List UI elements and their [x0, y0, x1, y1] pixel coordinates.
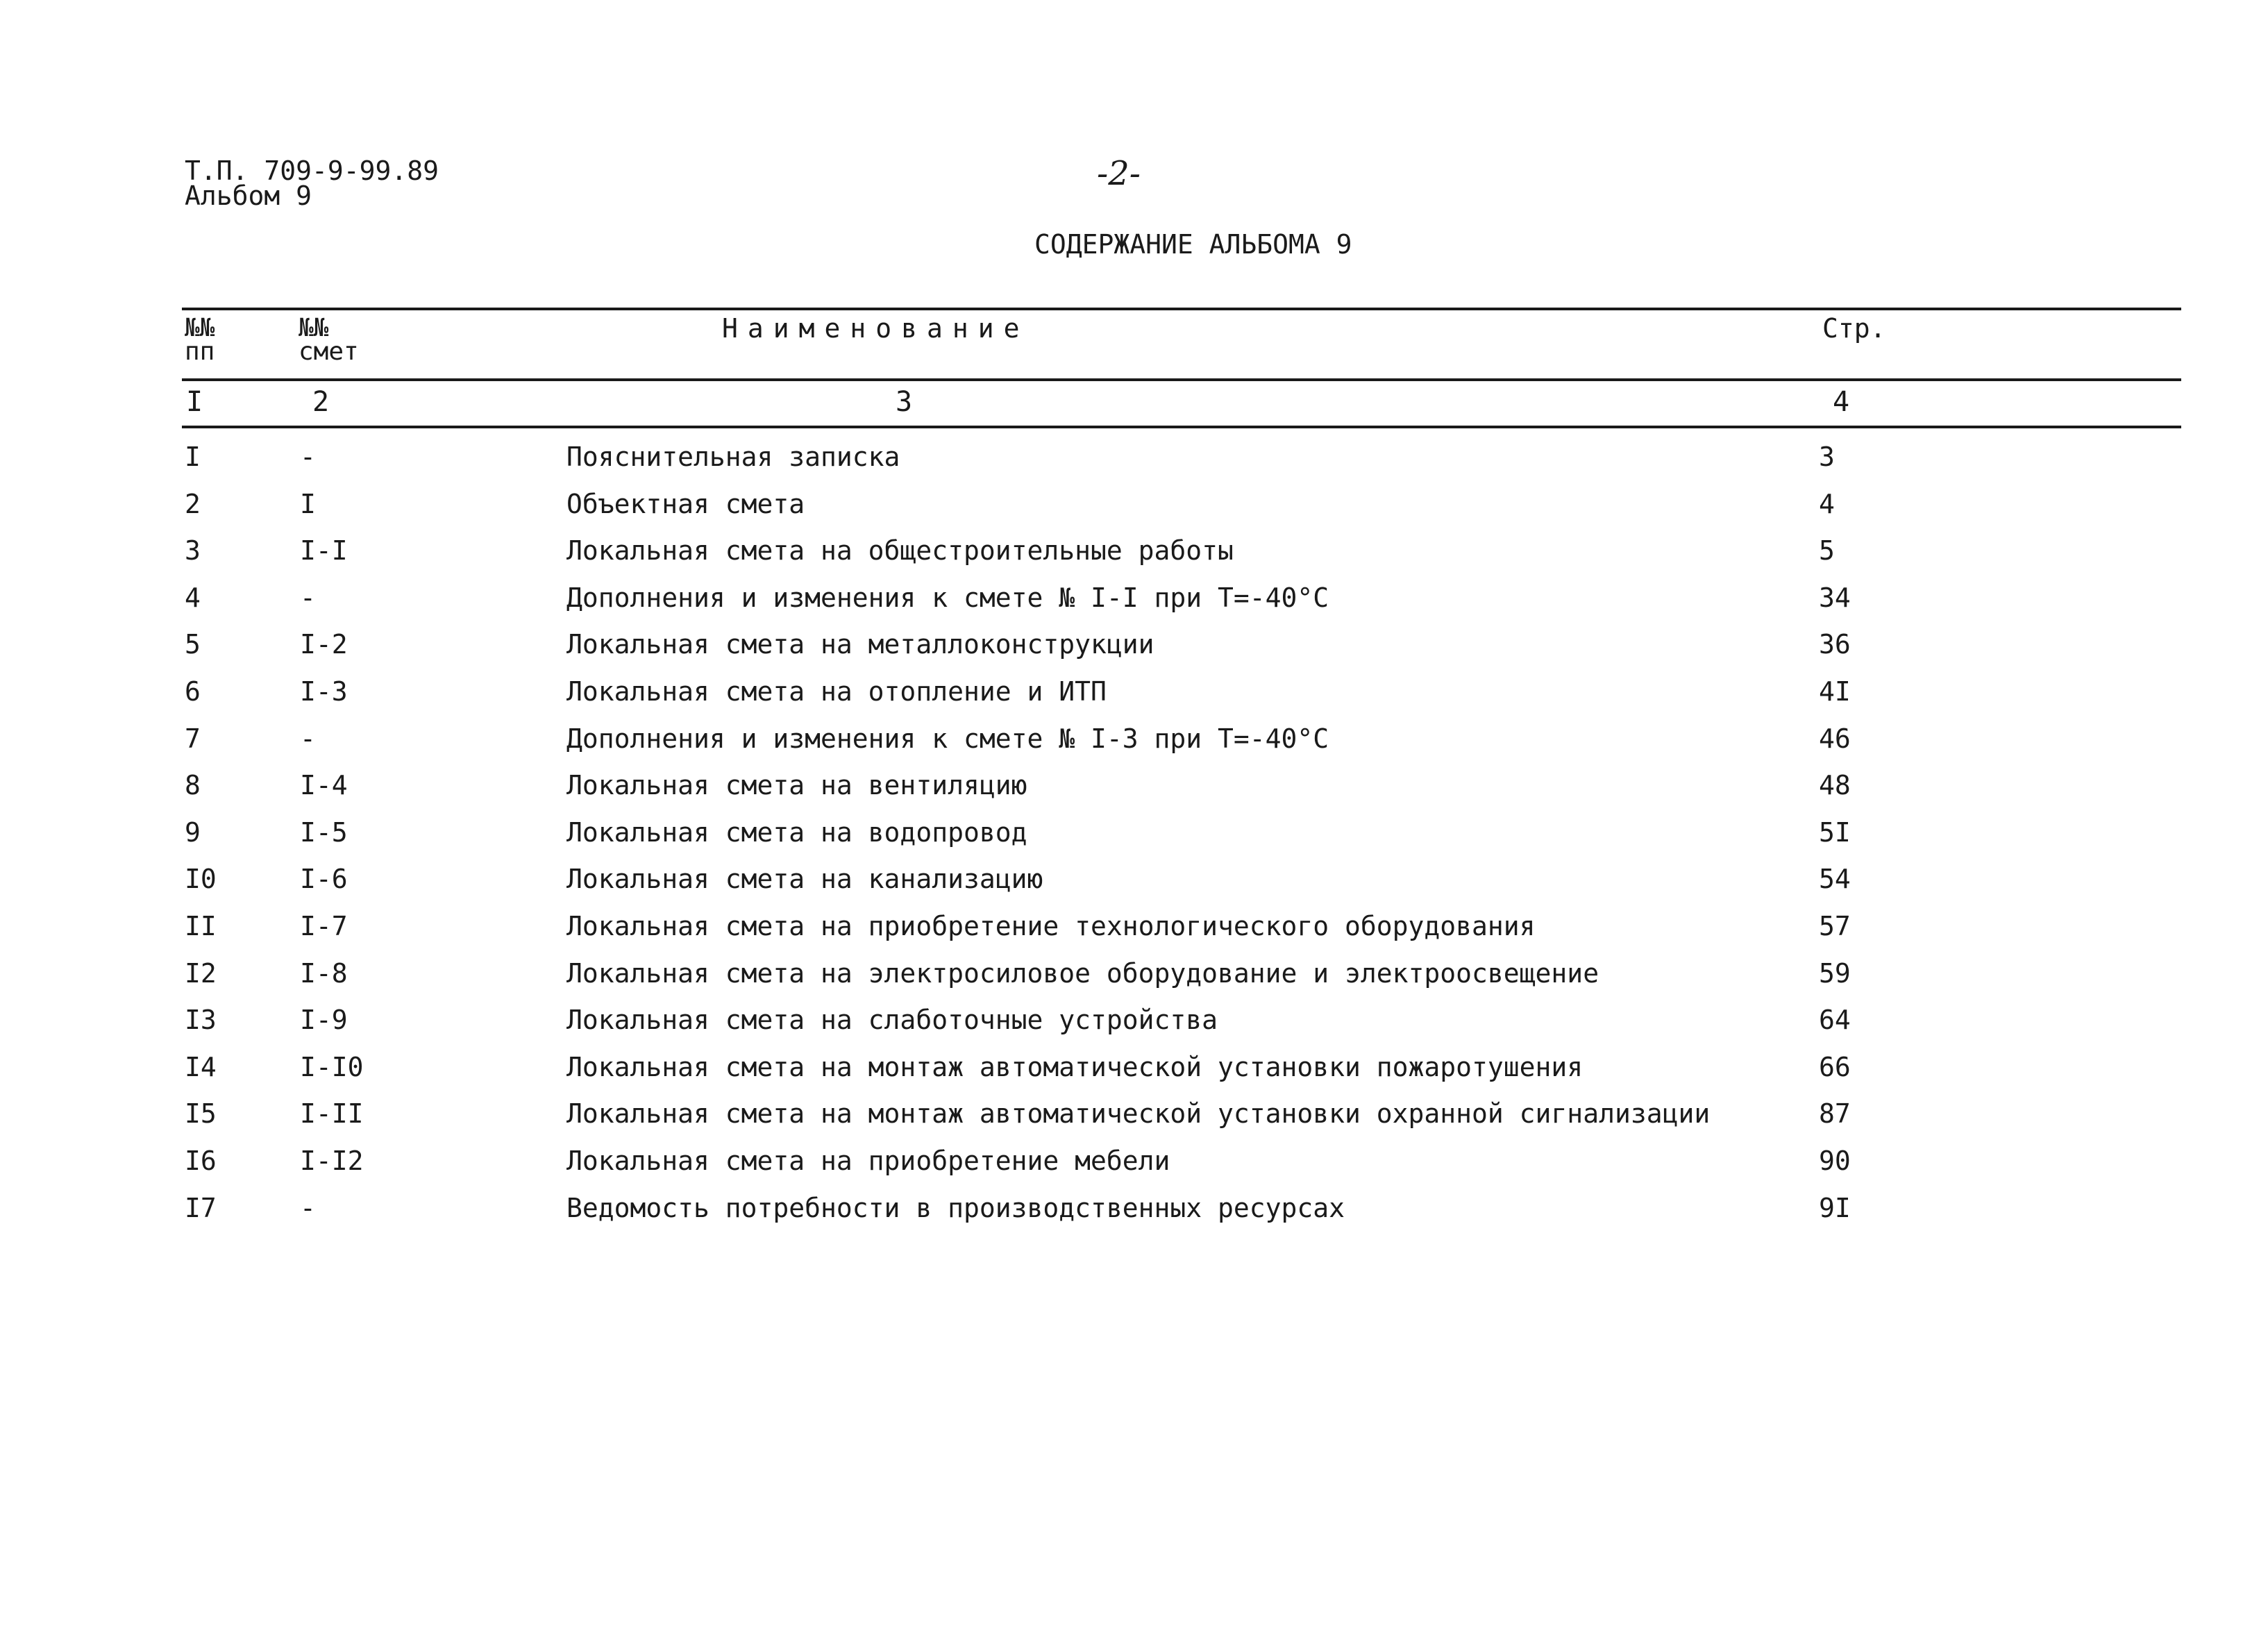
- page-number: -2-: [1097, 154, 1141, 193]
- row-page: 57: [1819, 910, 1851, 941]
- row-estimate: I-I: [300, 535, 348, 567]
- header-estimate-line1: №№: [299, 314, 329, 342]
- table-row: [0, 770, 2268, 817]
- row-name: Локальная смета на приобретение технологического оборудования: [566, 910, 1536, 941]
- column-number-1: I: [186, 386, 203, 418]
- header-name: Наименование: [722, 313, 1030, 344]
- row-page: 64: [1819, 1005, 1851, 1036]
- row-number: 3: [185, 535, 201, 567]
- table-row: [0, 535, 2268, 582]
- row-estimate: I-4: [300, 770, 348, 801]
- row-number: 5: [185, 629, 201, 660]
- column-number-3: 3: [896, 386, 913, 418]
- row-name: Локальная смета на металлоконструкции: [566, 629, 1154, 660]
- row-page: 3: [1819, 442, 1835, 472]
- row-estimate: I-2: [300, 629, 348, 660]
- column-number-2: 2: [312, 386, 330, 418]
- row-number: I6: [185, 1145, 217, 1176]
- header-item-number-line2: пп: [185, 337, 215, 366]
- row-name: Локальная смета на отопление и ИТП: [566, 676, 1107, 707]
- table-row: [0, 911, 2268, 958]
- row-name: Локальная смета на водопровод: [566, 816, 1027, 848]
- table-row: [0, 864, 2268, 911]
- row-name: Локальная смета на приобретение мебели: [566, 1145, 1170, 1176]
- row-number: I5: [185, 1098, 217, 1130]
- header-page: Стр.: [1822, 313, 1886, 344]
- row-number: 4: [185, 582, 201, 613]
- row-page: 90: [1819, 1145, 1851, 1176]
- row-page: 59: [1819, 957, 1851, 989]
- row-number: I2: [185, 957, 217, 989]
- row-number: 8: [185, 770, 201, 801]
- row-estimate: I-9: [300, 1005, 348, 1036]
- row-estimate: I-6: [300, 864, 348, 895]
- row-number: I4: [185, 1051, 217, 1082]
- row-estimate: I-I2: [300, 1145, 364, 1176]
- row-number: 2: [185, 488, 201, 519]
- row-name: Дополнения и изменения к смете № I-I при Т=-40°С: [566, 582, 1329, 613]
- row-estimate: I-II: [300, 1098, 364, 1130]
- row-number: 6: [185, 676, 201, 707]
- column-number-4: 4: [1833, 386, 1850, 418]
- header-item-number: [185, 314, 215, 366]
- table-row: [0, 1193, 2268, 1240]
- header-bottom-rule: [182, 378, 2181, 381]
- row-number: 7: [185, 723, 201, 754]
- row-name: Локальная смета на вентиляцию: [566, 770, 1027, 801]
- row-number: I: [185, 442, 201, 472]
- row-name: Локальная смета на общестроительные работы: [566, 535, 1234, 567]
- row-number: 9: [185, 816, 201, 848]
- table-row: [0, 629, 2268, 676]
- table-row: [0, 1098, 2268, 1146]
- page-title: СОДЕРЖАНИЕ АЛЬБОМА 9: [1034, 229, 1352, 260]
- row-name: Дополнения и изменения к смете № I-3 при Т=-40°С: [566, 723, 1329, 754]
- row-page: 54: [1819, 864, 1851, 895]
- row-page: 4: [1819, 488, 1835, 519]
- row-name: Локальная смета на слаботочные устройства: [566, 1005, 1218, 1036]
- table-row: [0, 817, 2268, 864]
- table-body: [0, 442, 2268, 1239]
- table-row: [0, 1146, 2268, 1193]
- row-name: Локальная смета на монтаж автоматической установки пожаротушения: [566, 1051, 1584, 1082]
- table-row: [0, 442, 2268, 489]
- row-estimate: -: [300, 442, 316, 472]
- row-name: Ведомость потребности в производственных ресурсах: [566, 1192, 1345, 1223]
- row-name: Локальная смета на монтаж автоматической установки охранной сигнализации: [566, 1098, 1711, 1130]
- row-page: 66: [1819, 1051, 1851, 1082]
- row-page: 36: [1819, 629, 1851, 660]
- row-estimate: I: [300, 488, 316, 519]
- header-estimate-number: [299, 314, 359, 366]
- column-numbers-rule: [182, 426, 2181, 428]
- table-row: [0, 723, 2268, 771]
- row-estimate: -: [300, 582, 316, 613]
- row-page: 87: [1819, 1098, 1851, 1130]
- row-estimate: I-3: [300, 676, 348, 707]
- row-estimate: I-5: [300, 816, 348, 848]
- header-item-number-line1: №№: [185, 314, 215, 342]
- row-name: Пояснительная записка: [566, 442, 900, 472]
- document-number: Т.П. 709-9-99.89: [185, 156, 439, 186]
- header-estimate-line2: смет: [299, 337, 359, 366]
- row-number: I0: [185, 864, 217, 895]
- document-code: [185, 156, 439, 211]
- table-row: [0, 489, 2268, 536]
- album-label: Альбом 9: [185, 181, 312, 211]
- row-estimate: I-7: [300, 910, 348, 941]
- row-page: 46: [1819, 723, 1851, 754]
- table-row: [0, 676, 2268, 723]
- row-number: II: [185, 910, 217, 941]
- row-estimate: I-I0: [300, 1051, 364, 1082]
- row-estimate: -: [300, 723, 316, 754]
- table-row: [0, 958, 2268, 1005]
- row-name: Локальная смета на канализацию: [566, 864, 1043, 895]
- row-number: I7: [185, 1192, 217, 1223]
- row-page: 4I: [1819, 676, 1851, 707]
- table-row: [0, 1005, 2268, 1052]
- row-page: 48: [1819, 770, 1851, 801]
- row-page: 5I: [1819, 816, 1851, 848]
- row-page: 34: [1819, 582, 1851, 613]
- row-page: 9I: [1819, 1192, 1851, 1223]
- row-number: I3: [185, 1005, 217, 1036]
- table-row: [0, 582, 2268, 630]
- row-name: Локальная смета на электросиловое оборудование и электроосвещение: [566, 957, 1599, 989]
- row-page: 5: [1819, 535, 1835, 567]
- row-name: Объектная смета: [566, 488, 805, 519]
- table-top-rule: [182, 308, 2181, 310]
- table-row: [0, 1052, 2268, 1099]
- row-estimate: I-8: [300, 957, 348, 989]
- row-estimate: -: [300, 1192, 316, 1223]
